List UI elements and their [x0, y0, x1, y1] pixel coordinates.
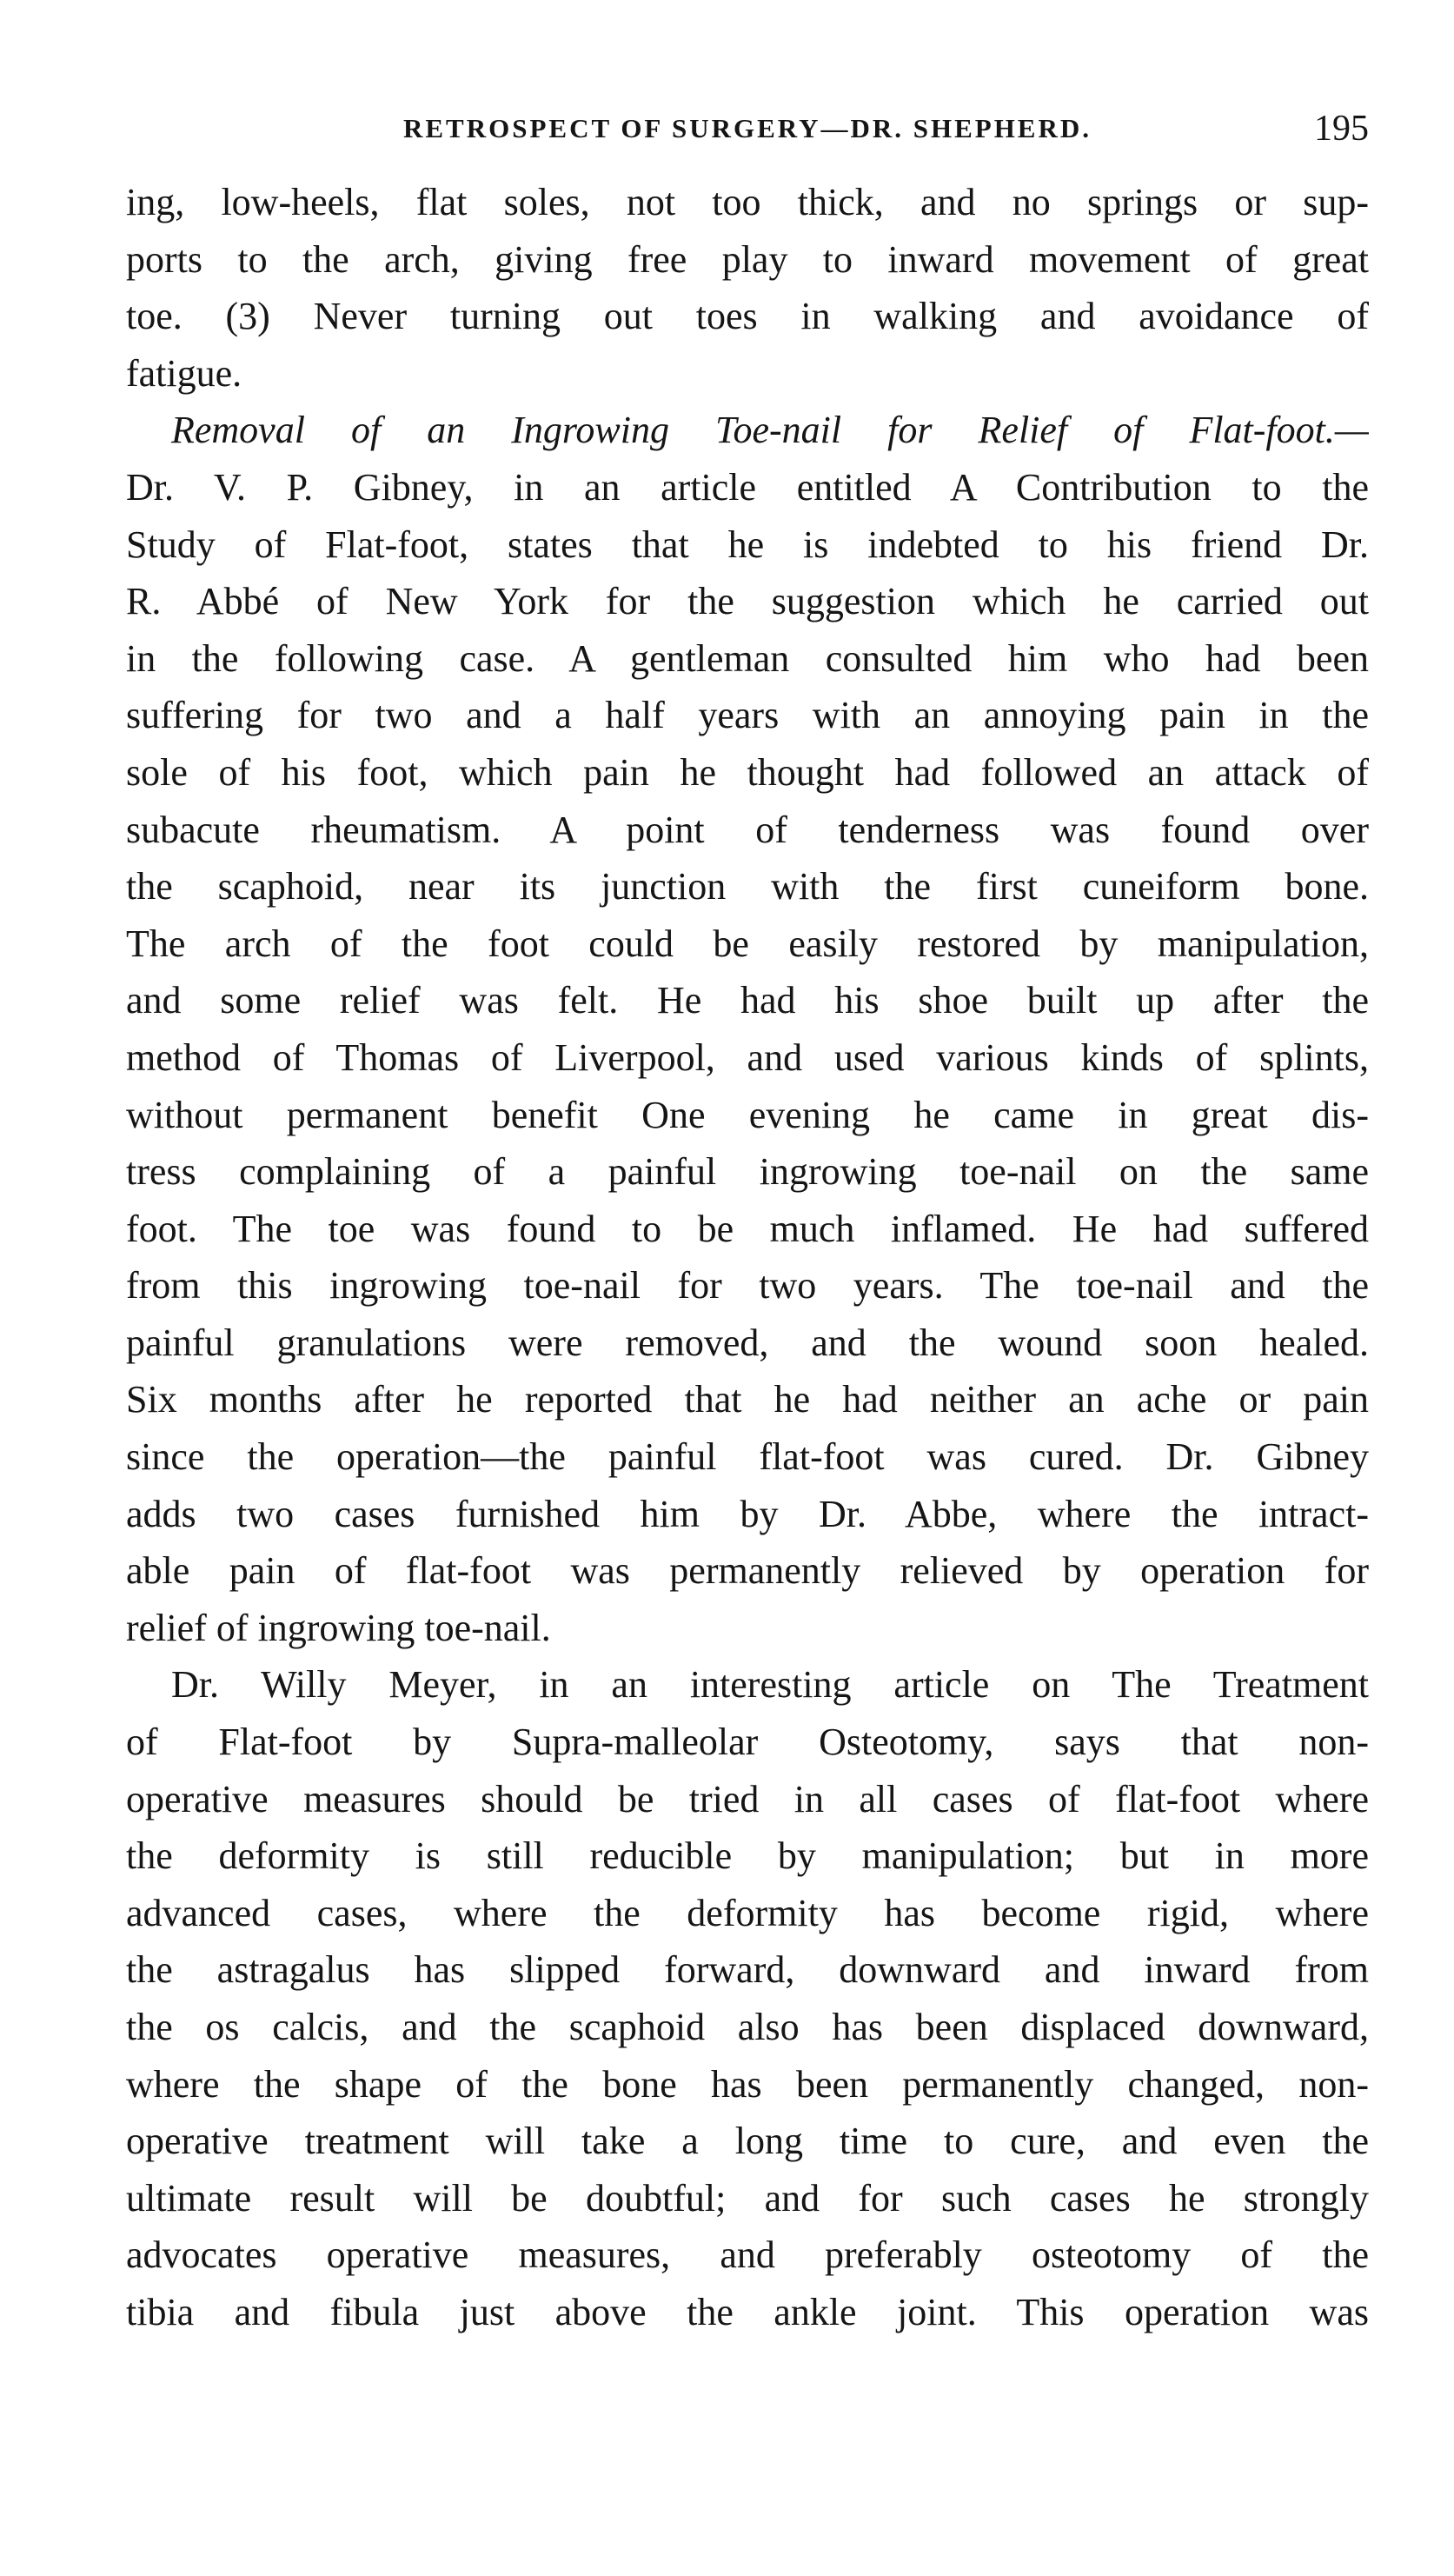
text-line: adds two cases furnished him by Dr. Abbe, where the intract- [126, 1492, 1369, 1535]
text-line: without permanent benefit One evening he came in great dis- [126, 1093, 1369, 1136]
text-line: the astragalus has slipped forward, downward and inward from [126, 1948, 1369, 1992]
running-head [126, 103, 1369, 155]
page-number: 195 [1314, 109, 1369, 149]
text-line: ultimate result will be doubtful; and for such cases he strongly [126, 2176, 1369, 2220]
text-line: The arch of the foot could be easily restored by manipulation, [126, 922, 1369, 965]
text-line: advocates operative measures, and preferably osteotomy of the [126, 2233, 1369, 2277]
text-line: Removal of an Ingrowing Toe-nail for Relief of Flat-foot.— [171, 409, 1369, 452]
text-line: from this ingrowing toe-nail for two years. The toe-nail and the [126, 1264, 1369, 1308]
text-line: subacute rheumatism. A point of tenderness was found over [126, 808, 1369, 851]
text-line: painful granulations were removed, and the wound soon healed. [126, 1321, 1369, 1364]
text-line: relief of ingrowing toe-nail. [126, 1606, 551, 1649]
text-line: ports to the arch, giving free play to inward movement of great [126, 237, 1369, 281]
text-line: the deformity is still reducible by manipulation; but in more [126, 1834, 1369, 1878]
text-line: suffering for two and a half years with an annoying pain in the [126, 694, 1369, 737]
text-line: operative measures should be tried in all cases of flat-foot where [126, 1777, 1369, 1821]
text-line: method of Thomas of Liverpool, and used various kinds of splints, [126, 1035, 1369, 1079]
text-line: R. Abbé of New York for the suggestion which he carried out [126, 580, 1369, 623]
running-title: RETROSPECT OF SURGERY—DR. SHEPHERD. [402, 113, 1092, 143]
text-line: operative treatment will take a long time to cure, and even the [126, 2120, 1369, 2163]
text-line: the scaphoid, near its junction with the first cuneiform bone. [126, 865, 1369, 909]
text-line: toe. (3) Never turning out toes in walking and avoidance of [126, 295, 1369, 338]
text-line: in the following case. A gentleman consulted him who had been [126, 636, 1369, 680]
text-line: Study of Flat-foot, states that he is indebted to his friend Dr. [126, 523, 1369, 566]
text-line: able pain of flat-foot was permanently relieved by operation for [126, 1549, 1369, 1593]
text-line: ing, low-heels, flat soles, not too thick, and no springs or sup- [126, 181, 1369, 223]
text-line: tibia and fibula just above the ankle joint. This operation was [126, 2290, 1369, 2333]
paragraph [126, 1656, 1369, 2340]
text-line: foot. The toe was found to be much inflamed. He had suffered [126, 1207, 1369, 1250]
text-line: Six months after he reported that he had neither an ache or pain [126, 1378, 1369, 1421]
body-text [126, 174, 1369, 2341]
text-line: tress complaining of a painful ingrowing toe-nail on the same [126, 1150, 1369, 1194]
text-line: since the operation—the painful flat-foot was cured. Dr. Gibney [126, 1435, 1369, 1479]
text-line: fatigue. [126, 351, 242, 395]
text-line: of Flat-foot by Supra-malleolar Osteotomy, says that non- [126, 1721, 1369, 1764]
text-line: Dr. V. P. Gibney, in an article entitled A Contribution to the [126, 465, 1369, 509]
paragraph [126, 402, 1369, 1656]
text-line: sole of his foot, which pain he thought had followed an attack of [126, 750, 1369, 794]
text-line: and some relief was felt. He had his shoe built up after the [126, 979, 1369, 1022]
text-line: advanced cases, where the deformity has become rigid, where [126, 1891, 1369, 1934]
text-line: the os calcis, and the scaphoid also has been displaced downward, [126, 2006, 1369, 2048]
text-line: Dr. Willy Meyer, in an interesting article on The Treatment [171, 1663, 1369, 1707]
text-line: where the shape of the bone has been permanently changed, non- [126, 2062, 1369, 2106]
paragraph [126, 174, 1369, 402]
